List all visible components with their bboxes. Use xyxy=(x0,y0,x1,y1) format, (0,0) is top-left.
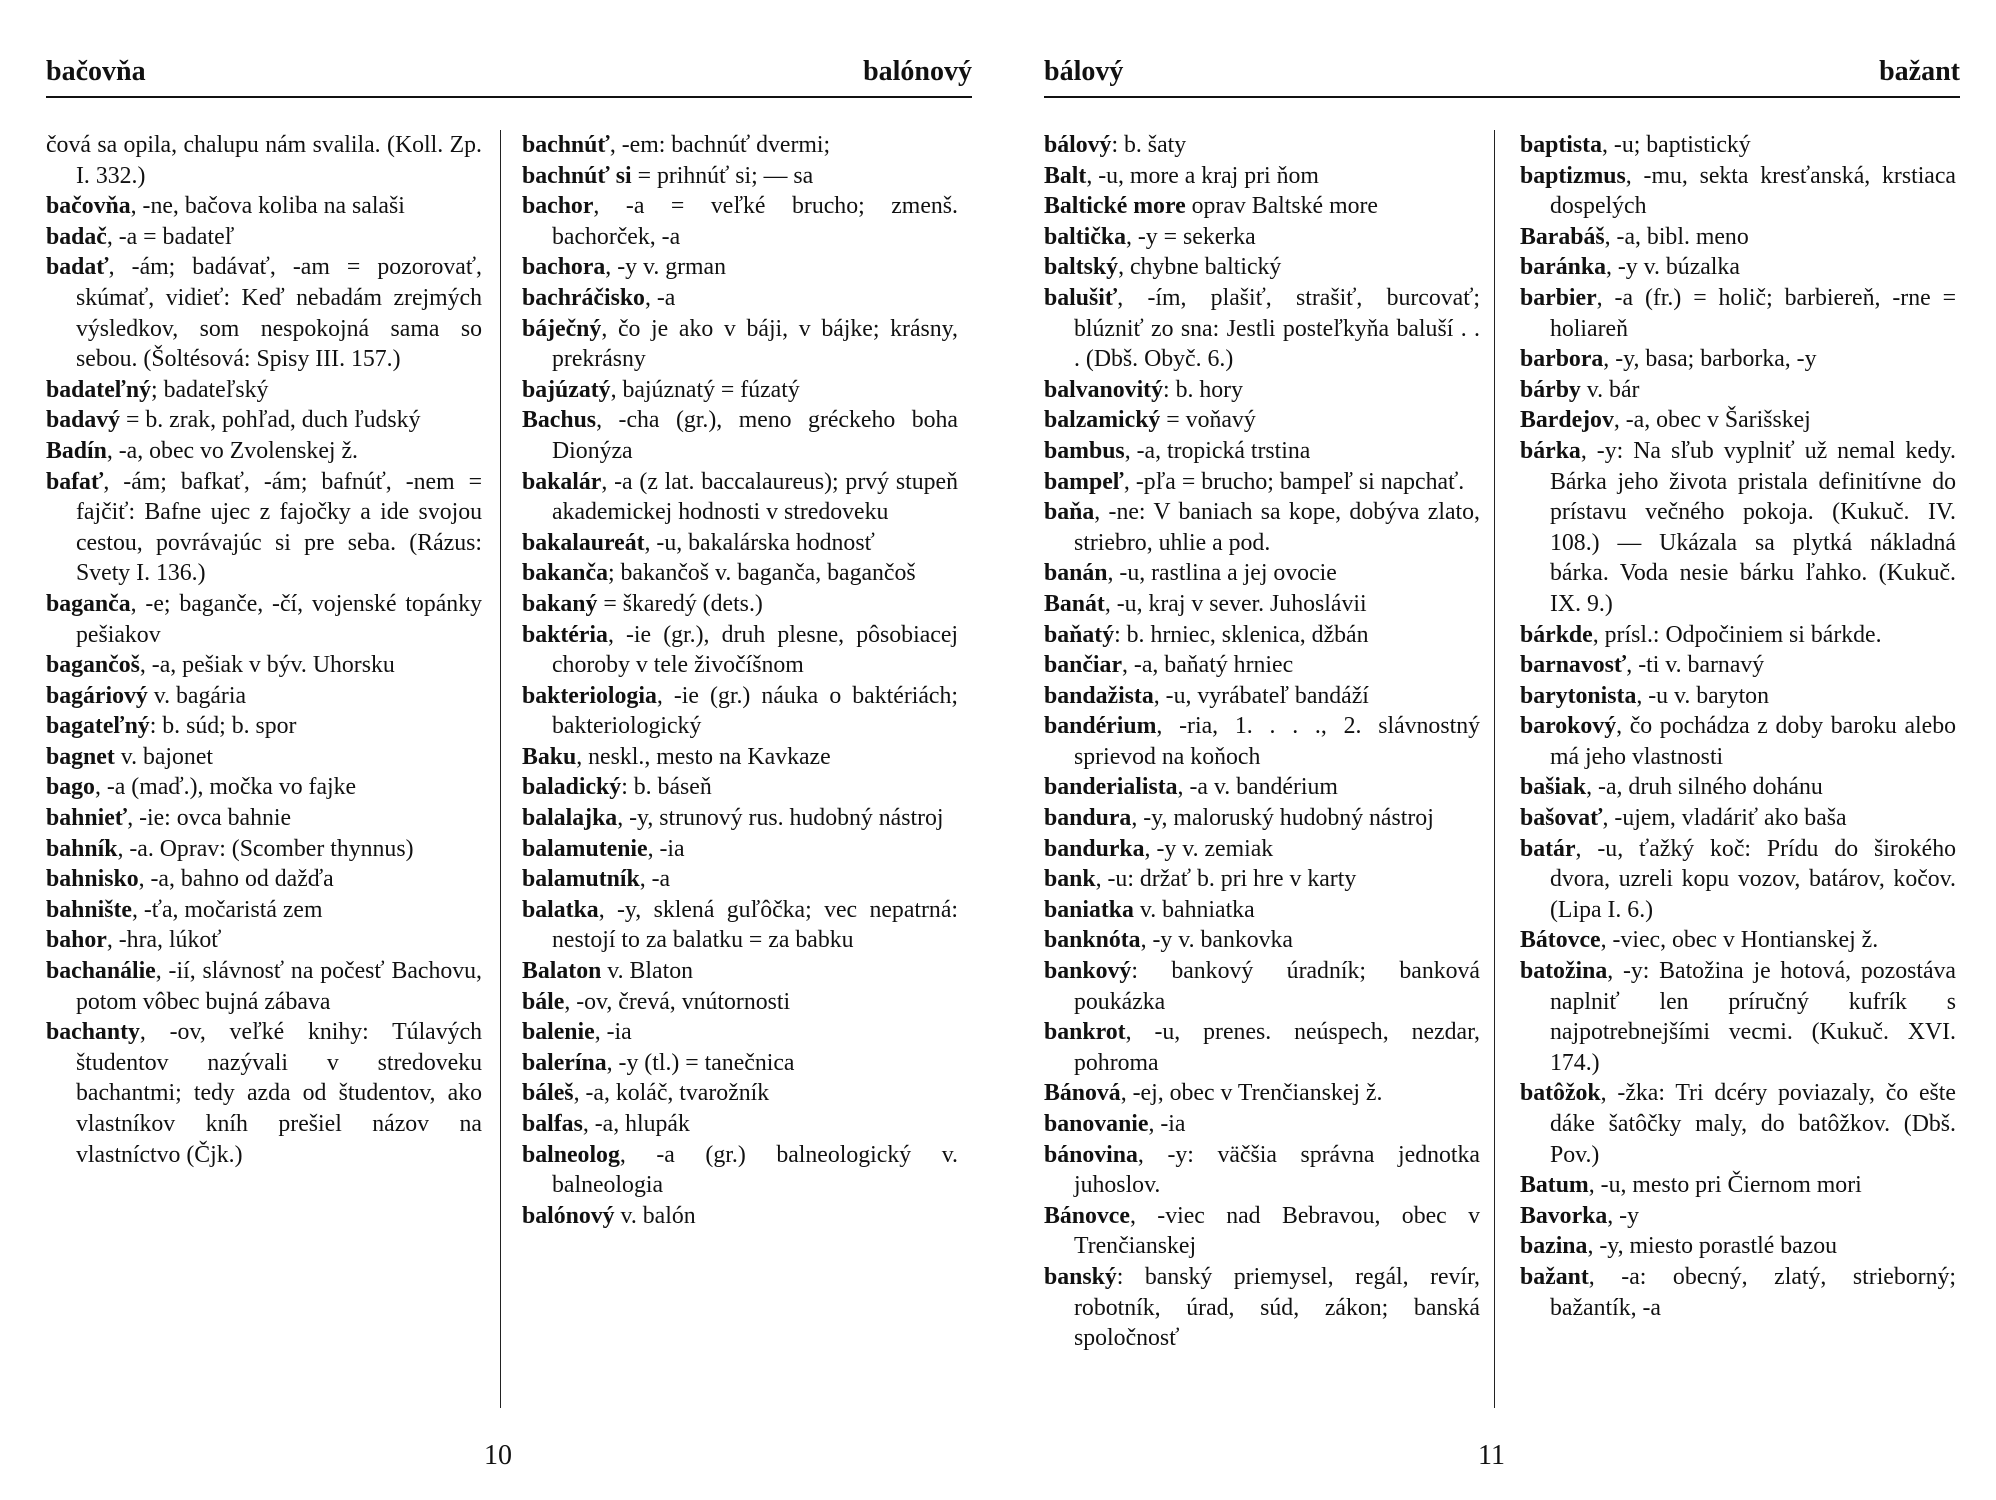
headword: bambus xyxy=(1044,437,1125,464)
dictionary-entry: balamutník, -a xyxy=(522,866,671,893)
headword: balušiť xyxy=(1044,284,1118,311)
headword: baptizmus xyxy=(1520,162,1626,189)
headword: bašiak xyxy=(1520,774,1587,801)
headword: bažant xyxy=(1520,1263,1589,1290)
headword: bagnet xyxy=(46,743,115,770)
dictionary-entry: bahnieť, -ie: ovca bahnie xyxy=(46,805,292,832)
headword: bampeľ xyxy=(1044,468,1124,495)
headword: balatka xyxy=(522,896,599,923)
headword: bankrot xyxy=(1044,1019,1126,1046)
dictionary-entry: bandurka, -y v. zemiak xyxy=(1044,835,1274,862)
dictionary-entry: badať, -ám; badávať, -am = pozorovať, skúmať, vidieť: Keď nebadám zrejmých výsledkov, som nespokojná sama so sebou. (Šoltésová: Spisy III. 157.) xyxy=(46,254,482,373)
dictionary-entry: batár, -u, ťažký koč: Prídu do širokého dvora, uzreli kopu vozov, batárov, kočov. (Lipa I. 6.) xyxy=(1520,835,1956,923)
headword: badať xyxy=(46,254,109,281)
headword: bárka xyxy=(1520,437,1581,464)
dictionary-entry: Barabáš, -a, bibl. meno xyxy=(1520,223,1749,250)
headword: Bánová xyxy=(1044,1080,1121,1107)
dictionary-entry: Bánovce, -viec nad Bebravou, obec v Trenčianskej xyxy=(1044,1202,1480,1260)
headword: Banát xyxy=(1044,590,1105,617)
headword: Barabáš xyxy=(1520,223,1605,250)
headword: bachor xyxy=(522,193,594,220)
dictionary-entry: Bánová, -ej, obec v Trenčianskej ž. xyxy=(1044,1080,1383,1107)
column-left xyxy=(46,130,482,1170)
dictionary-entry: baptizmus, -mu, sekta kresťanská, krstiaca dospelých xyxy=(1520,162,1956,220)
column-left xyxy=(1044,130,1480,1354)
dictionary-entry: bakanča; bakančoš v. baganča, bagančoš xyxy=(522,560,916,587)
dictionary-entry: bančiar, -a, baňatý hrniec xyxy=(1044,652,1294,679)
dictionary-entry: baltský, chybne baltický xyxy=(1044,254,1282,281)
headword: bajúzatý xyxy=(522,376,611,403)
headword: bahor xyxy=(46,927,107,954)
dictionary-entry: baktéria, -ie (gr.), druh plesne, pôsobiacej choroby v tele živočíšnom xyxy=(522,621,958,679)
dictionary-entry: baganča, -e; bagančе, -čí, vojenské topánky pešiakov xyxy=(46,590,482,648)
dictionary-entry: bakalár, -a (z lat. baccalaureus); prvý stupeň akademickej hodnosti v stredoveku xyxy=(522,468,958,526)
dictionary-entry: balfas, -a, hlupák xyxy=(522,1111,690,1137)
dictionary-entry: Bátovce, -viec, obec v Hontianskej ž. xyxy=(1520,927,1879,954)
headword: balónový xyxy=(522,1202,615,1229)
headword: Balt xyxy=(1044,162,1087,189)
dictionary-entry: Baku, neskl., mesto na Kavkaze xyxy=(522,743,831,770)
dictionary-entry: bajúzatý, bajúznatý = fúzatý xyxy=(522,376,800,403)
page-number: 11 xyxy=(1478,1440,1505,1471)
headword: baktéria xyxy=(522,621,608,648)
column-divider xyxy=(1494,130,1495,1408)
headword: bárkde xyxy=(1520,621,1593,648)
headword: bandérium xyxy=(1044,713,1157,740)
dictionary-entry: bachor, -a = veľké brucho; zmenš. bachorček, -a xyxy=(522,193,958,250)
dictionary-entry: bandura, -y, maloruský hudobný nástroj xyxy=(1044,805,1434,832)
headword: balamutník xyxy=(522,866,640,893)
dictionary-entry: Bardejov, -a, obec v Šarišskej xyxy=(1520,407,1811,434)
headword: barbier xyxy=(1520,284,1597,311)
headword: bagáriový xyxy=(46,682,148,709)
dictionary-entry: barokový, čo pochádza z doby baroku alebo má jeho vlastnosti xyxy=(1520,713,1956,770)
dictionary-entry: badač, -a = badateľ xyxy=(46,223,235,250)
headword: barnavosť xyxy=(1520,652,1627,679)
running-header xyxy=(46,56,972,98)
headword: báleš xyxy=(522,1080,574,1107)
headword: bakalaureát xyxy=(522,529,645,556)
headword: baniatka xyxy=(1044,896,1134,923)
dictionary-entry: bárby v. bár xyxy=(1520,376,1640,403)
dictionary-entry: bahor, -hra, lúkoť xyxy=(46,927,222,954)
dictionary-entry: bachora, -y v. grman xyxy=(522,254,727,281)
dictionary-entry: bampeľ, -pľa = brucho; bampeľ si napchať. xyxy=(1044,468,1465,495)
dictionary-entry: barytonista, -u v. baryton xyxy=(1520,682,1769,709)
headword: batár xyxy=(1520,835,1576,862)
headword: baladický xyxy=(522,774,622,801)
dictionary-entry: balenie, -ia xyxy=(522,1019,632,1046)
dictionary-entry: balerína, -y (tl.) = tanečnica xyxy=(522,1049,795,1076)
dictionary-entry: báječný, čo je ako v báji, v bájke; krásny, prekrásny xyxy=(522,315,958,373)
dictionary-entry: baptista, -u; baptistický xyxy=(1520,132,1751,158)
headword: bagateľný xyxy=(46,713,150,740)
headword: barbora xyxy=(1520,346,1604,373)
headword: Balaton xyxy=(522,958,602,985)
headword: barytonista xyxy=(1520,682,1637,709)
dictionary-entry: bankrot, -u, prenes. neúspech, nezdar, pohroma xyxy=(1044,1019,1480,1076)
dictionary-entry: baladický: b. báseň xyxy=(522,774,712,801)
headword: baránka xyxy=(1520,254,1606,281)
dictionary-entry: bakteriologia, -ie (gr.) náuka o baktériách; bakteriologický xyxy=(522,682,958,740)
headword: bachnúť xyxy=(522,132,610,158)
dictionary-entry: batožina, -y: Batožina je hotová, pozostáva naplniť len príručný kufrík s najpotrebnejšími vecmi. (Kukuč. XVI. 174.) xyxy=(1520,958,1956,1076)
dictionary-entry: bagáriový v. bagária xyxy=(46,682,247,709)
dictionary-entry: Balaton v. Blaton xyxy=(522,958,693,985)
dictionary-entry: bánovina, -y: väčšia správna jednotka juhoslov. xyxy=(1044,1141,1480,1199)
dictionary-entry: balónový v. balón xyxy=(522,1202,696,1229)
dictionary-entry: batôžok, -žka: Tri dcéry poviazaly, čo ešte dáke šatôčky maly, do batôžkov. (Dbš. Pov.) xyxy=(1520,1080,1956,1168)
headword: bachanty xyxy=(46,1019,140,1046)
headword: bálový xyxy=(1044,132,1112,158)
headword: bakaný xyxy=(522,590,604,617)
column-divider xyxy=(500,130,501,1408)
dictionary-entry: balušiť, -ím, plašiť, strašiť, burcovať; blúzniť zo sna: Jestli posteľkyňa baluší . . . (Dbš. Obyč. 6.) xyxy=(1044,284,1480,373)
headword: bankový xyxy=(1044,958,1132,985)
dictionary-entry: balalajka, -y, strunový rus. hudobný nástroj xyxy=(522,805,944,832)
headword: bárby xyxy=(1520,376,1581,403)
headword: bachráčisko xyxy=(522,284,645,311)
dictionary-entry: banderialista, -a v. bandérium xyxy=(1044,774,1338,801)
headword: Bachus xyxy=(522,407,597,434)
headword: barokový xyxy=(1520,713,1617,740)
headword: bašovať xyxy=(1520,805,1603,832)
dictionary-entry: baltička, -y = sekerka xyxy=(1044,223,1256,250)
dictionary-entry: Balt, -u, more a kraj pri ňom xyxy=(1044,162,1319,189)
right-page xyxy=(998,0,1996,1500)
dictionary-entry: balzamický = voňavý xyxy=(1044,407,1256,434)
running-header xyxy=(1044,56,1960,98)
header-last-word: balónový xyxy=(863,56,972,87)
dictionary-entry: Bachus, -cha (gr.), meno gréckeho boha Dionýza xyxy=(522,407,958,464)
dictionary-entry: balamutenie, -ia xyxy=(522,835,685,862)
headword: bahnieť xyxy=(46,805,128,832)
headword: Badín xyxy=(46,437,107,464)
dictionary-entry: bachnúť, -em: bachnúť dvermi; xyxy=(522,132,831,158)
dictionary-entry: baránka, -y v. búzalka xyxy=(1520,254,1740,281)
dictionary-entry: balatka, -y, sklená guľôčka; vec nepatrná: nestojí to za balatku = za babku xyxy=(522,896,958,954)
dictionary-entry: bagančoš, -a, pešiak v býv. Uhorsku xyxy=(46,652,395,679)
headword: baltský xyxy=(1044,254,1119,281)
dictionary-entry: čová sa opila, chalupu nám svalila. (Koll. Zp. I. 332.) xyxy=(46,132,482,189)
dictionary-entry: bašovať, -ujem, vladáriť ako baša xyxy=(1520,805,1847,832)
dictionary-entry: balvanovitý: b. hory xyxy=(1044,376,1243,403)
dictionary-entry: baňa, -ne: V baniach sa kope, dobýva zlato, striebro, uhlie a pod. xyxy=(1044,499,1480,556)
headword: bahník xyxy=(46,835,118,862)
dictionary-entry: bakalaureát, -u, bakalárska hodnosť xyxy=(522,529,875,556)
headword: bančiar xyxy=(1044,652,1123,679)
dictionary-entry: bašiak, -a, druh silného dohánu xyxy=(1520,774,1823,801)
headword: badavý xyxy=(46,407,127,434)
dictionary-entry: bagateľný: b. súd; b. spor xyxy=(46,713,297,740)
headword: báječný xyxy=(522,315,602,342)
dictionary-entry: badavý = b. zrak, pohľad, duch ľudský xyxy=(46,407,421,434)
headword: Bardejov xyxy=(1520,407,1614,434)
headword: bále xyxy=(522,988,565,1015)
dictionary-entry: bagnet v. bajonet xyxy=(46,743,214,770)
dictionary-entry: barnavosť, -ti v. barnavý xyxy=(1520,652,1765,679)
headword: bago xyxy=(46,774,95,801)
headword: Bánovce xyxy=(1044,1202,1130,1229)
dictionary-entry: Bavorka, -y xyxy=(1520,1202,1639,1229)
dictionary-entry: bárka, -y: Na sľub vyplniť už nemal kedy. Bárka jeho života pristala definitívne do prístavu večného pokoja. (Kukuč. IV. 108.) — Ukázala sa plytká nákladná bárka. Voda nesie bárku ľahko. (Kukuč. IX. 9.) xyxy=(1520,437,1956,617)
headword: baltička xyxy=(1044,223,1126,250)
headword: banderialista xyxy=(1044,774,1178,801)
dictionary-entry: Banát, -u, kraj v sever. Juhoslávii xyxy=(1044,590,1367,617)
headword: banský xyxy=(1044,1263,1117,1290)
headword: balalajka xyxy=(522,805,618,832)
dictionary-entry: balneolog, -a (gr.) balneologický v. balneologia xyxy=(522,1141,958,1199)
headword: Bátovce xyxy=(1520,927,1601,954)
headword: bandura xyxy=(1044,805,1132,832)
headword: banknóta xyxy=(1044,927,1141,954)
dictionary-entry: Baltické more oprav Baltské more xyxy=(1044,193,1378,220)
headword: banovanie xyxy=(1044,1111,1149,1137)
dictionary-entry: bandažista, -u, vyrábateľ bandáží xyxy=(1044,682,1369,709)
dictionary-entry: baňatý: b. hrniec, sklenica, džbán xyxy=(1044,621,1369,648)
headword: badač xyxy=(46,223,107,250)
dictionary-entry: bažant, -a: obecný, zlatý, strieborný; bažantík, -a xyxy=(1520,1263,1956,1321)
headword: bank xyxy=(1044,866,1096,893)
dictionary-entry: barbier, -a (fr.) = holič; barbiereň, -rne = holiareň xyxy=(1520,284,1956,342)
dictionary-entry: Badín, -a, obec vo Zvolenskej ž. xyxy=(46,437,358,464)
headword: bachanálie xyxy=(46,958,156,985)
column-right xyxy=(522,130,958,1231)
column-right xyxy=(1520,130,1956,1323)
headword: bánovina xyxy=(1044,1141,1138,1168)
headword: bagančoš xyxy=(46,652,140,679)
dictionary-entry: bahník, -a. Oprav: (Scomber thynnus) xyxy=(46,835,414,862)
headword: Batum xyxy=(1520,1172,1589,1199)
dictionary-entry: bambus, -a, tropická trstina xyxy=(1044,437,1311,464)
dictionary-entry: bakaný = škaredý (dets.) xyxy=(522,590,763,617)
dictionary-entry: bačovňa, -ne, bačova koliba na salaši xyxy=(46,193,405,220)
headword: baganča xyxy=(46,590,131,617)
dictionary-entry: bachanálie, -ií, slávnosť na počesť Bachovu, potom vôbec bujná zábava xyxy=(46,958,482,1015)
dictionary-entry: bárkde, prísl.: Odpočiniem si bárkde. xyxy=(1520,621,1882,648)
dictionary-entry: bachráčisko, -a xyxy=(522,284,676,311)
header-first-word: bačovňa xyxy=(46,56,146,87)
dictionary-entry: bahnisko, -a, bahno od dažďa xyxy=(46,866,334,893)
headword: bahnisko xyxy=(46,866,139,893)
dictionary-entry: bahnište, -ťa, močaristá zem xyxy=(46,896,323,923)
dictionary-entry: báleš, -a, koláč, tvarožník xyxy=(522,1080,770,1107)
dictionary-entry: bachanty, -ov, veľké knihy: Túlavých študentov nazývali v stredoveku bachantmi; tedy azda od študentov, ako vlastníkov kníh prešiel názov na vlastníctvo (Čjk.) xyxy=(46,1019,482,1168)
headword: baňatý xyxy=(1044,621,1115,648)
headword: balvanovitý xyxy=(1044,376,1164,403)
headword: batôžok xyxy=(1520,1080,1601,1107)
headword: batožina xyxy=(1520,958,1608,985)
dictionary-entry: bále, -ov, črevá, vnútornosti xyxy=(522,988,791,1015)
dictionary-entry: bálový: b. šaty xyxy=(1044,132,1187,158)
headword: bazina xyxy=(1520,1233,1588,1260)
headword: bakanča xyxy=(522,560,608,587)
headword: bakteriologia xyxy=(522,682,657,709)
dictionary-entry: Batum, -u, mesto pri Čiernom mori xyxy=(1520,1172,1862,1199)
dictionary-entry: banán, -u, rastlina a jej ovocie xyxy=(1044,560,1337,587)
headword: balfas xyxy=(522,1111,583,1137)
headword: balenie xyxy=(522,1019,595,1046)
page-number: 10 xyxy=(484,1440,512,1471)
dictionary-entry: badateľný; badateľský xyxy=(46,376,269,403)
headword: Baku xyxy=(522,743,577,770)
headword: Baltické more xyxy=(1044,193,1186,220)
headword: badateľný xyxy=(46,376,152,403)
dictionary-entry: banský: banský priemysel, regál, revír, robotník, úrad, súd, zákon; banská spoločnosť xyxy=(1044,1263,1480,1352)
headword: bandurka xyxy=(1044,835,1145,862)
headword: baňa xyxy=(1044,499,1095,526)
dictionary-entry: banovanie, -ia xyxy=(1044,1111,1186,1137)
headword: bandažista xyxy=(1044,682,1154,709)
headword: balneolog xyxy=(522,1141,620,1168)
dictionary-entry: bago, -a (maď.), močka vo fajke xyxy=(46,774,357,801)
headword: balzamický xyxy=(1044,407,1167,434)
header-last-word: bažant xyxy=(1879,56,1960,87)
headword: balerína xyxy=(522,1049,607,1076)
headword: bakalár xyxy=(522,468,602,495)
dictionary-entry: bazina, -y, miesto porastlé bazou xyxy=(1520,1233,1838,1260)
header-first-word: bálový xyxy=(1044,56,1124,87)
dictionary-entry: barbora, -y, basa; barborka, -y xyxy=(1520,346,1817,373)
dictionary-entry: bank, -u: držať b. pri hre v karty xyxy=(1044,866,1357,893)
headword: Bavorka xyxy=(1520,1202,1608,1229)
headword: bachora xyxy=(522,254,606,281)
dictionary-entry: bachnúť si = prihnúť si; — sa xyxy=(522,162,814,189)
headword: bačovňa xyxy=(46,193,131,220)
dictionary-entry: baniatka v. bahniatka xyxy=(1044,896,1255,923)
headword: balamutenie xyxy=(522,835,648,862)
dictionary-entry: banknóta, -y v. bankovka xyxy=(1044,927,1293,954)
dictionary-entry: bafať, -ám; bafkať, -ám; bafnúť, -nem = fajčiť: Bafne ujec z fajočky a ide svojou cestou, povrávajúc si pre seba. (Rázus: Svety I. 136.) xyxy=(46,468,482,587)
headword: bafať xyxy=(46,468,104,495)
headword: bachnúť si xyxy=(522,162,638,189)
headword: baptista xyxy=(1520,132,1602,158)
dictionary-entry: bandérium, -ria, 1. . . ., 2. slávnostný sprievod na koňoch xyxy=(1044,713,1480,770)
headword: banán xyxy=(1044,560,1108,587)
dictionary-entry: bankový: bankový úradník; banková poukázka xyxy=(1044,958,1480,1015)
headword: bahnište xyxy=(46,896,132,923)
